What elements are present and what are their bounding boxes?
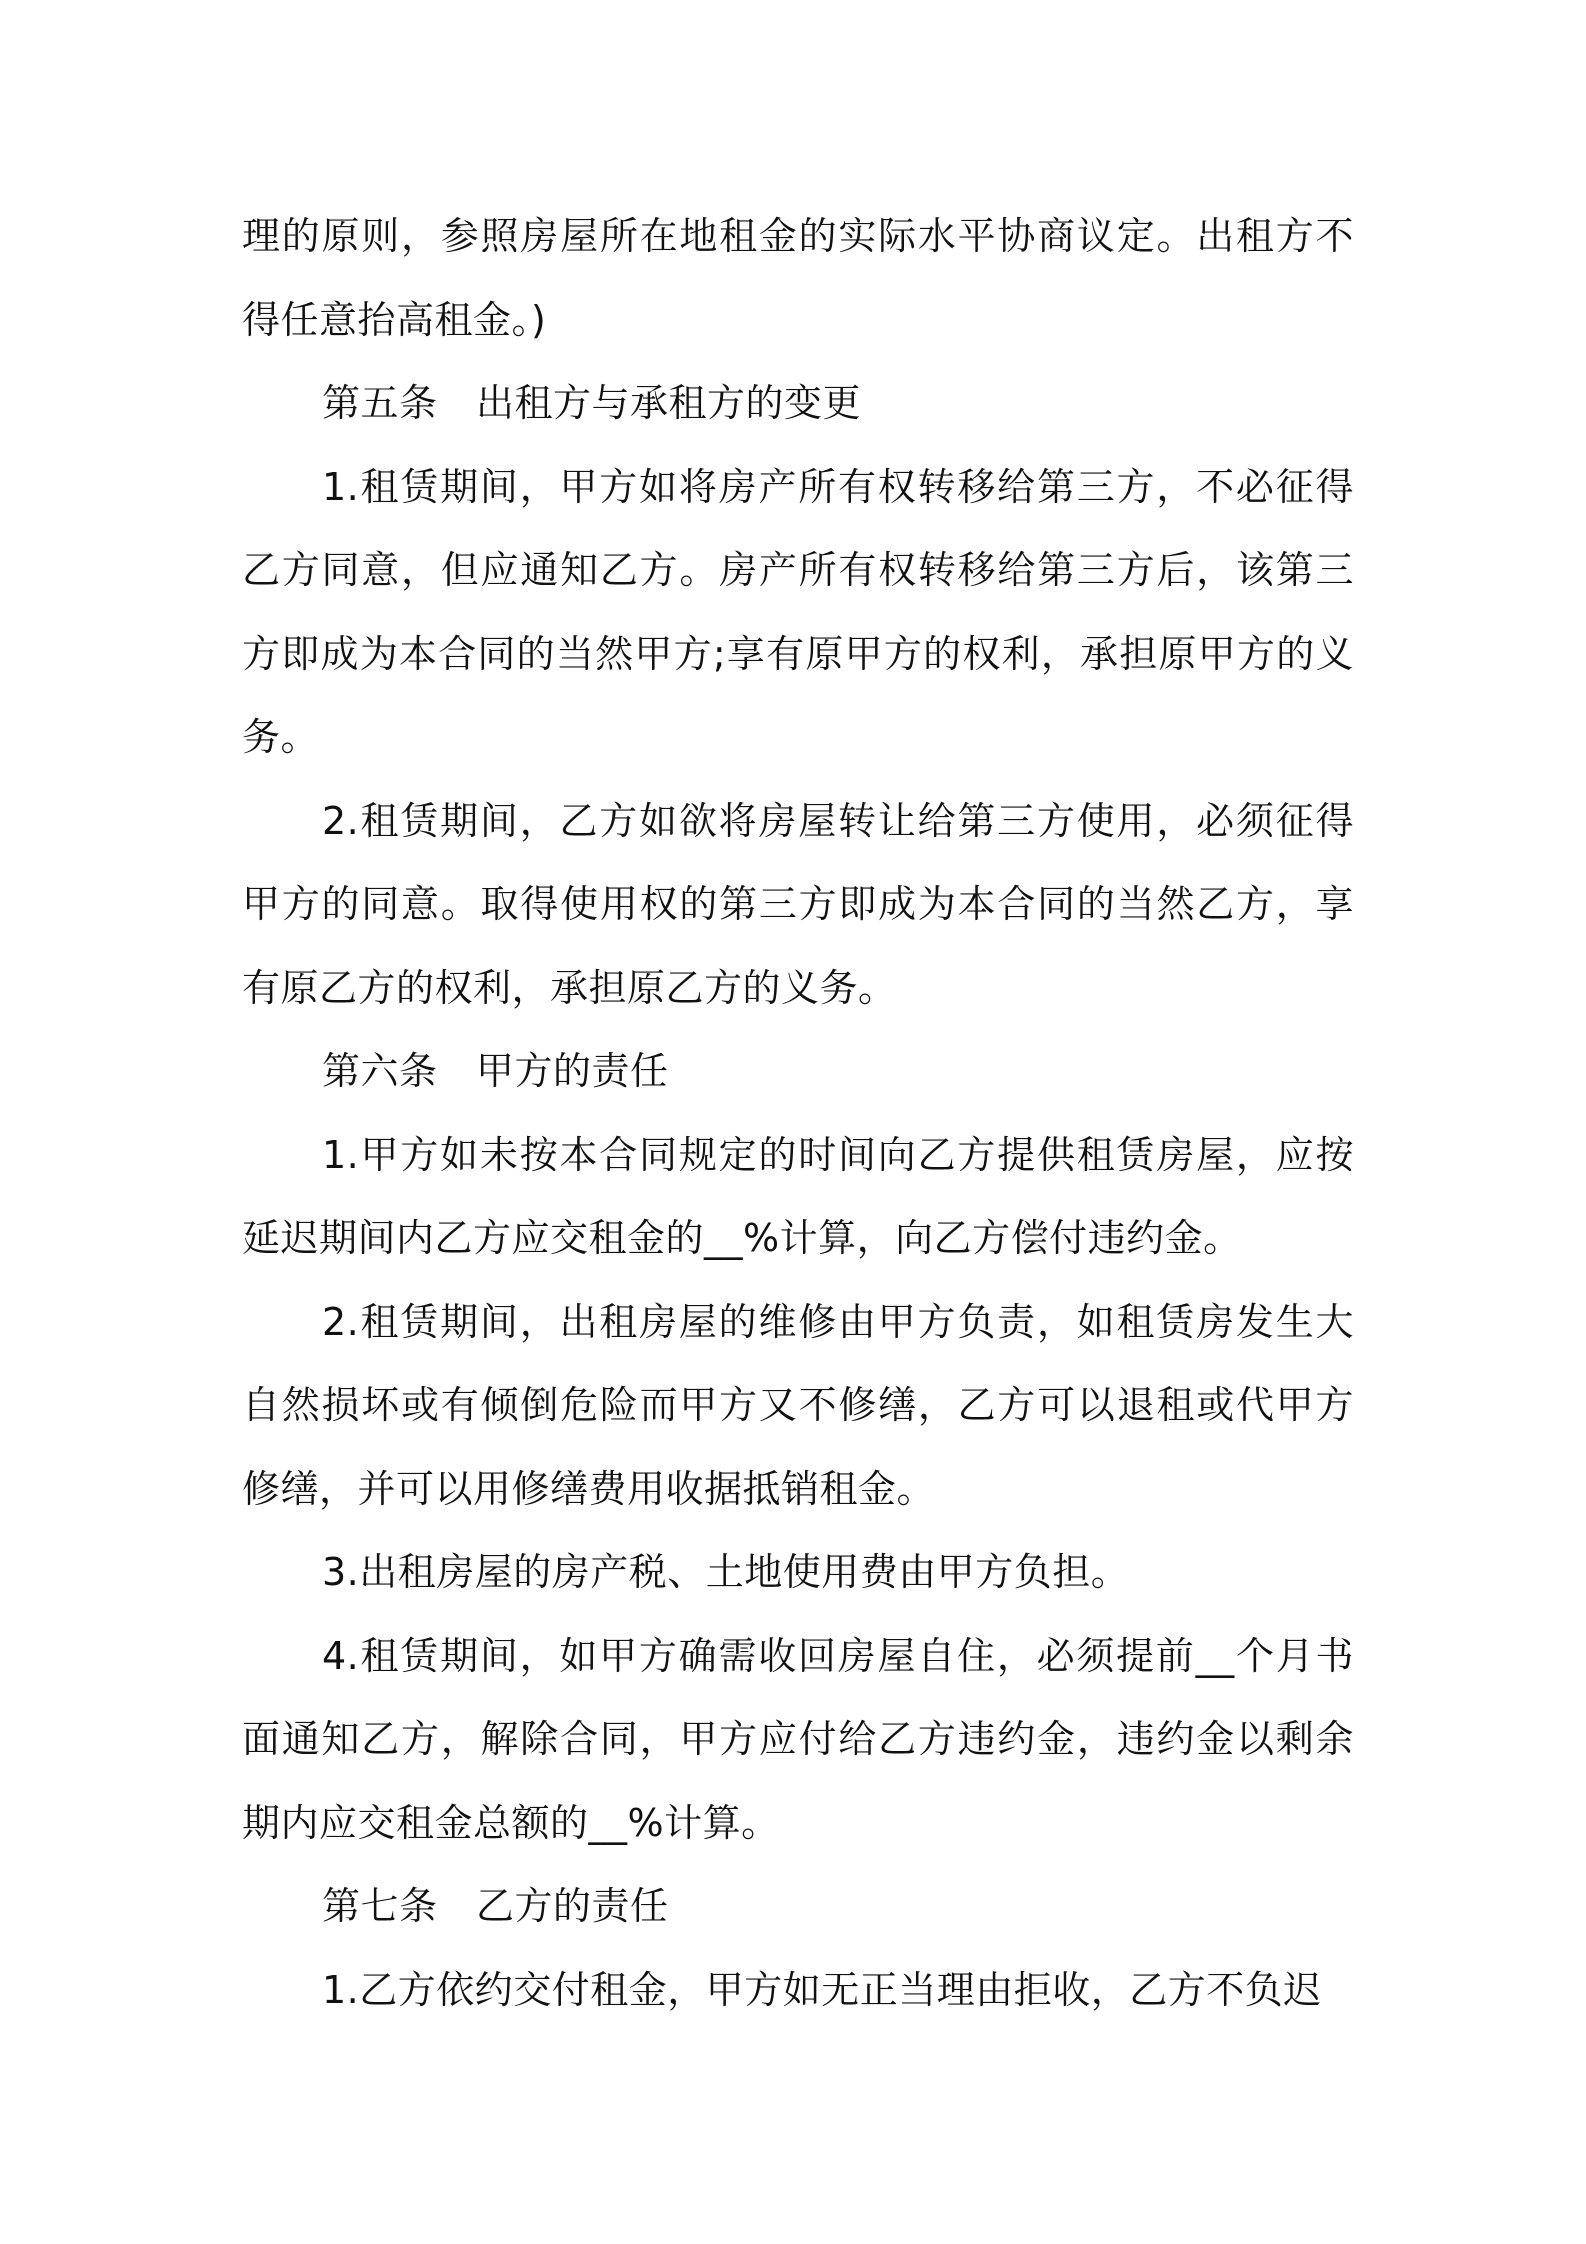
article-5-heading: 第五条 出租方与承租方的变更 <box>322 381 862 425</box>
article-7-heading: 第七条 乙方的责任 <box>322 1884 669 1928</box>
document-body <box>242 195 1354 2032</box>
article-5-clause-1: 1.租赁期间，甲方如将房产所有权转移给第三方，不必征得乙方同意，但应通知乙方。房产所有权转移给第三方后，该第三方即成为本合同的当然甲方;享有原甲方的权利，承担原甲方的义务。 <box>242 464 1354 759</box>
article-6-clause-2: 2.租赁期间，出租房屋的维修由甲方负责，如租赁房发生大自然损坏或有倾倒危险而甲方又不修缮，乙方可以退租或代甲方修缮，并可以用修缮费用收据抵销租金。 <box>242 1299 1354 1511</box>
paragraph-rent-principle: 理的原则，参照房屋所在地租金的实际水平协商议定。出租方不得任意抬高租金。) <box>242 214 1354 342</box>
article-7-clause-1: 1.乙方依约交付租金，甲方如无正当理由拒收，乙方不负迟 <box>322 1967 1322 2012</box>
article-6-clause-1: 1.甲方如未按本合同规定的时间向乙方提供租赁房屋，应按延迟期间内乙方应交租金的__%计算，向乙方偿付违约金。 <box>242 1132 1354 1260</box>
article-6-clause-4: 4.租赁期间，如甲方确需收回房屋自住，必须提前__个月书面通知乙方，解除合同，甲方应付给乙方违约金，违约金以剩余期内应交租金总额的__%计算。 <box>242 1633 1354 1845</box>
article-6-heading: 第六条 甲方的责任 <box>322 1049 669 1093</box>
article-6-clause-3: 3.出租房屋的房产税、土地使用费由甲方负担。 <box>322 1550 1130 1594</box>
article-5-clause-2: 2.租赁期间，乙方如欲将房屋转让给第三方使用，必须征得甲方的同意。取得使用权的第三方即成为本合同的当然乙方，享有原乙方的权利，承担原乙方的义务。 <box>242 798 1354 1010</box>
